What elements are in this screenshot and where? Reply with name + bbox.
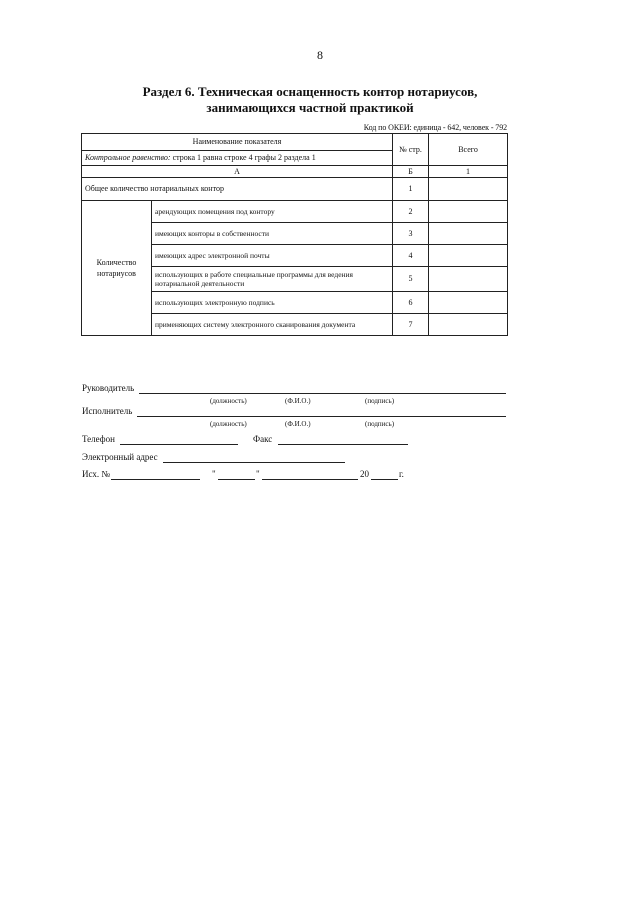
fax-line (278, 444, 408, 445)
header-indicator-name: Наименование показателя (82, 134, 393, 151)
email-label: Электронный адрес (82, 452, 158, 462)
row-number: 5 (393, 267, 429, 292)
group-label-line-2: нотариусов (97, 269, 136, 278)
month-line (262, 479, 358, 480)
header-total: Всего (429, 134, 508, 166)
row-value (429, 267, 508, 292)
phone-line (120, 444, 238, 445)
section-title-line-2: занимающихся частной практикой (206, 100, 414, 115)
row-label: имеющих адрес электронной почты (152, 245, 393, 267)
row-label: использующих электронную подпись (152, 292, 393, 314)
row-value (429, 223, 508, 245)
year-suffix: г. (399, 469, 404, 479)
row-number: 7 (393, 314, 429, 336)
email-line (163, 462, 345, 463)
control-equality-label: Контрольное равенство: (85, 153, 171, 162)
total-offices-row-number: 1 (393, 178, 429, 201)
row-label: арендующих помещения под контору (152, 201, 393, 223)
caption-signature: (подпись) (365, 420, 395, 428)
row-label: применяющих систему электронного сканирования документа (152, 314, 393, 336)
column-letter-a: А (82, 166, 393, 178)
row-value (429, 314, 508, 336)
header-row-number: № стр. (393, 134, 429, 166)
group-label-line-1: Количество (96, 258, 137, 267)
year-line (371, 479, 398, 480)
row-number: 3 (393, 223, 429, 245)
section-title-line-1: Раздел 6. Техническая оснащенность контор нотариусов, (142, 84, 478, 99)
row-label: использующих в работе специальные программы для ведения нотариальной деятельности (152, 267, 393, 292)
row-number: 4 (393, 245, 429, 267)
caption-position: (должность) (210, 420, 247, 428)
row-label: имеющих конторы в собственности (152, 223, 393, 245)
executor-label: Исполнитель (82, 406, 133, 416)
total-offices-label: Общее количество нотариальных контор (82, 178, 393, 201)
caption-name: (Ф.И.О.) (285, 420, 311, 428)
caption-name: (Ф.И.О.) (285, 397, 311, 405)
caption-signature: (подпись) (365, 397, 395, 405)
year-prefix: 20 (360, 469, 369, 479)
equipment-table (81, 133, 508, 336)
column-number-1: 1 (429, 166, 508, 178)
fax-label: Факс (253, 434, 273, 444)
head-line (139, 393, 506, 394)
day-line (218, 479, 255, 480)
outgoing-number-label: Исх. № (82, 469, 110, 479)
phone-label: Телефон (82, 434, 115, 444)
section-title (80, 84, 540, 116)
quote-open: " (212, 469, 216, 479)
row-value (429, 201, 508, 223)
okei-code: Код по ОКЕИ: единица - 642, человек - 792 (363, 123, 507, 132)
row-value (429, 245, 508, 267)
row-number: 2 (393, 201, 429, 223)
row-value (429, 292, 508, 314)
quote-close: " (256, 469, 260, 479)
head-label: Руководитель (82, 383, 135, 393)
column-letter-b: Б (393, 166, 429, 178)
page-number: 8 (317, 48, 323, 62)
outgoing-number-line (111, 479, 200, 480)
control-equality-text: строка 1 равна строке 4 графы 2 раздела 1 (172, 153, 316, 162)
row-number: 6 (393, 292, 429, 314)
caption-position: (должность) (210, 397, 247, 405)
executor-line (137, 416, 506, 417)
total-offices-value (429, 178, 508, 201)
control-equality (82, 151, 393, 166)
notaries-count-group-label (82, 201, 152, 336)
